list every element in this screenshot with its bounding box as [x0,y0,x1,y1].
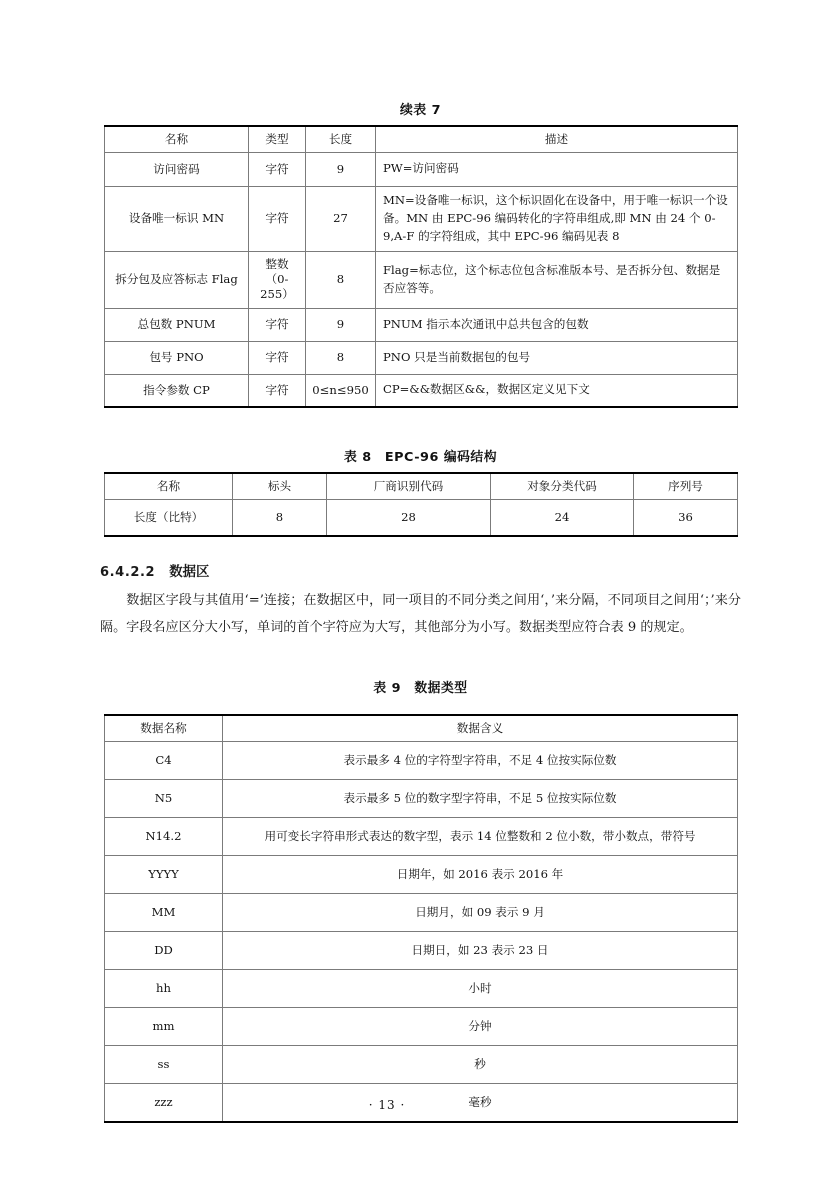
table7-r1-type: 字符 [249,186,306,251]
table7 [104,125,738,408]
table9-r1-c0: N5 [105,779,223,817]
table7-r3-desc: PNUM 指示本次通讯中总共包含的包数 [376,308,738,341]
table7-header-type: 类型 [249,126,306,152]
table9-r8-c1: 秒 [223,1045,738,1083]
table9-r5-c1: 日期日，如 23 表示 23 日 [223,931,738,969]
table-row [105,251,738,308]
table7-r4-length: 8 [306,341,376,374]
table9-header-dataname: 数据名称 [105,715,223,741]
table7-r4-desc: PNO 只是当前数据包的包号 [376,341,738,374]
table8-caption-wrapper [104,446,737,465]
table7-caption-wrapper [104,99,737,118]
table7-r2-name [105,251,249,308]
table-row [105,893,738,931]
table8-wrapper [104,472,737,537]
table9-r4-c1: 日期月，如 09 表示 9 月 [223,893,738,931]
table8-header-company: 厂商识别代码 [327,473,491,499]
table9 [104,714,738,1123]
table-row [105,374,738,407]
table9-r2-c0: N14.2 [105,817,223,855]
section-number: 6.4.2.2 [100,565,156,580]
section-heading [100,561,750,580]
table8-header-row [105,473,738,499]
table7-r0-name: 访问密码 [105,152,249,186]
table7-header-length: 长度 [306,126,376,152]
table9-caption: 表 9 数据类型 [373,681,468,696]
table7-r3-type: 字符 [249,308,306,341]
table7-r2-type [249,251,306,308]
section-paragraph-wrapper [100,588,741,641]
table-row [105,308,738,341]
table8-header-prefix: 标头 [233,473,327,499]
table7-r1-desc: MN=设备唯一标识，这个标识固化在设备中，用于唯一标识一个设备。MN 由 EPC-96 编码转化的字符串组成,即 MN 由 24 个 0-9,A-F 的字符组成，其中 EPC-96 编码见表 8 [376,186,738,251]
table7-r2-desc: Flag=标志位，这个标志位包含标准版本号、是否拆分包、数据是否应答等。 [376,251,738,308]
table7-r3-length: 9 [306,308,376,341]
table-row [105,499,738,536]
table9-header-datameaning: 数据含义 [223,715,738,741]
table9-r7-c0: mm [105,1007,223,1045]
table9-r3-c1: 日期年，如 2016 表示 2016 年 [223,855,738,893]
table8-r0-c3: 24 [491,499,634,536]
table7-header-name: 名称 [105,126,249,152]
table8-caption: 表 8 EPC-96 编码结构 [343,450,498,465]
table8-r0-c4: 36 [634,499,738,536]
table9-r3-c0: YYYY [105,855,223,893]
table9-r0-c0: C4 [105,741,223,779]
table-row [105,186,738,251]
table7-r5-length: 0≤n≤950 [306,374,376,407]
table8-r0-c1: 8 [233,499,327,536]
table9-r5-c0: DD [105,931,223,969]
table7-r4-type: 字符 [249,341,306,374]
table7-r2-name-text: 拆分包及应答标志 Flag [115,272,238,286]
table8 [104,472,738,537]
table7-r5-type: 字符 [249,374,306,407]
table7-header-row [105,126,738,152]
table-row [105,1045,738,1083]
table9-header-row [105,715,738,741]
section-title: 数据区 [169,565,210,580]
table-row [105,855,738,893]
table7-r2-type-main: 整数 [265,256,289,271]
table9-r4-c0: MM [105,893,223,931]
table-row [105,969,738,1007]
table-row [105,931,738,969]
table8-header-objectclass: 对象分类代码 [491,473,634,499]
table9-r6-c1: 小时 [223,969,738,1007]
table-row [105,341,738,374]
table7-wrapper [104,125,737,408]
table-row [105,817,738,855]
table-row [105,779,738,817]
table7-r0-type: 字符 [249,152,306,186]
table7-r1-length: 27 [306,186,376,251]
table7-r5-desc: CP=&&数据区&&，数据区定义见下文 [376,374,738,407]
table9-r1-c1: 表示最多 5 位的数字型字符串，不足 5 位按实际位数 [223,779,738,817]
table9-r9-c0: zzz [105,1083,223,1122]
table7-r1-name: 设备唯一标识 MN [105,186,249,251]
section-paragraph: 数据区字段与其值用‘=’连接；在数据区中，同一项目的不同分类之间用‘，’来分隔，不同项目之间用‘；’来分隔。字段名应区分大小写，单词的首个字符应为大写，其他部分为小写。数据类型应符合表 9 的规定。 [100,593,741,635]
table9-caption-wrapper [104,677,737,696]
table7-caption: 续表 7 [400,103,441,118]
table7-r0-desc: PW=访问密码 [376,152,738,186]
table9-wrapper [104,714,737,1123]
table8-header-serial: 序列号 [634,473,738,499]
table9-r7-c1: 分钟 [223,1007,738,1045]
page-number: · 13 · [368,1098,406,1112]
table7-r3-name: 总包数 PNUM [105,308,249,341]
table7-header-desc: 描述 [376,126,738,152]
table7-r2-type-range: （0-255） [260,272,294,302]
table8-r0-c0: 长度（比特） [105,499,233,536]
table7-r2-length: 8 [306,251,376,308]
table-row [105,741,738,779]
table8-header-name: 名称 [105,473,233,499]
table8-r0-c2: 28 [327,499,491,536]
table9-r2-c1: 用可变长字符串形式表达的数字型，表示 14 位整数和 2 位小数，带小数点，带符号 [223,817,738,855]
table-row [105,1007,738,1045]
table7-r0-length: 9 [306,152,376,186]
table7-r4-name: 包号 PNO [105,341,249,374]
table9-r0-c1: 表示最多 4 位的字符型字符串，不足 4 位按实际位数 [223,741,738,779]
table9-r9-c1: 毫秒 [223,1083,738,1122]
table9-r6-c0: hh [105,969,223,1007]
table-row [105,152,738,186]
table7-r5-name: 指令参数 CP [105,374,249,407]
table9-r8-c0: ss [105,1045,223,1083]
page-footer [0,1098,840,1112]
